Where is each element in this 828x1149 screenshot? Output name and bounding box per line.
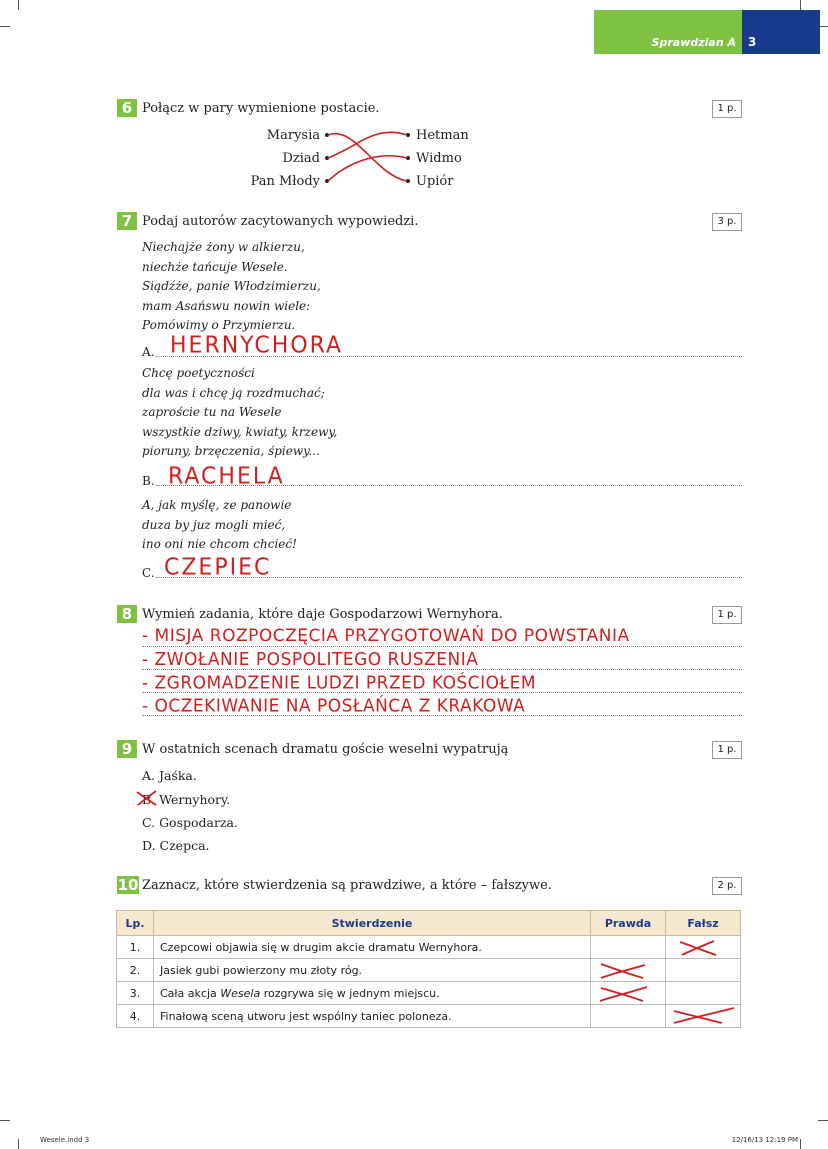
row-statement-title: Wesela	[220, 986, 261, 1000]
quote-c-line: duza by juz mogli mieć,	[142, 517, 286, 532]
table-header-row	[117, 911, 741, 936]
table-row	[117, 1005, 741, 1028]
true-cell[interactable]	[591, 959, 666, 982]
question-7-points: 3 p.	[712, 213, 742, 231]
footer-file: Wesele.indd 3	[40, 1136, 90, 1144]
quote-c-line: ino oni nie chcom chcieć!	[142, 537, 297, 551]
header-page-number: 3	[748, 35, 757, 49]
answer-c-handwriting: CZEPIEC	[164, 554, 272, 581]
header-section-tab	[594, 10, 742, 54]
true-false-table	[116, 910, 741, 1028]
right-item-upior: Upiór	[416, 174, 454, 189]
quote-b-line: wszystkie dziwy, kwiaty, krzewy,	[142, 424, 338, 439]
column-true: Prawda	[591, 911, 666, 936]
matching-lines	[320, 125, 420, 195]
question-7-number: 7	[117, 212, 137, 230]
task-answer-2: - ZWOŁANIE POSPOLITEGO RUSZENIA	[142, 649, 479, 671]
task-answer-1: - MISJA ROZPOCZĘCIA PRZYGOTOWAŃ DO POWSTANIA	[142, 625, 630, 647]
cross-mark	[595, 960, 649, 982]
row-statement: Finałową sceną utworu jest wspólny taniec poloneza.	[154, 1005, 591, 1028]
true-cell[interactable]	[591, 1005, 666, 1028]
quote-b-line: dla was i chcę ją rozdmuchać;	[142, 385, 325, 400]
question-8-points: 1 p.	[712, 606, 742, 624]
answer-a-handwriting: HERNYCHORA	[170, 332, 344, 359]
crop-mark	[18, 0, 19, 10]
crop-mark	[800, 0, 801, 10]
quote-b-line: Chcę poetyczności	[142, 366, 255, 380]
question-6-points: 1 p.	[712, 100, 742, 118]
false-cell[interactable]	[666, 982, 741, 1005]
cross-mark	[595, 983, 649, 1005]
table-row	[117, 982, 741, 1005]
question-10-number: 10	[117, 876, 139, 894]
quote-a-line: niechże tańcuje Wesele.	[142, 259, 288, 274]
table-row	[117, 936, 741, 959]
left-item-pan-mlody: Pan Młody	[250, 174, 320, 189]
question-7-text: Podaj autorów zacytowanych wypowiedzi.	[142, 214, 419, 229]
quote-a-line: Pomówimy o Przymierzu.	[142, 318, 296, 332]
question-6-number: 6	[117, 99, 137, 117]
question-9-points: 1 p.	[712, 741, 742, 759]
row-number: 3.	[117, 982, 154, 1005]
column-lp: Lp.	[117, 911, 154, 936]
question-8-number: 8	[117, 605, 137, 623]
true-cell[interactable]	[591, 936, 666, 959]
cross-mark	[670, 1005, 736, 1027]
row-statement-part: Cała akcja	[160, 986, 221, 1000]
row-number: 2.	[117, 959, 154, 982]
question-8-text: Wymień zadania, które daje Gospodarzowi Wernyhora.	[142, 607, 503, 622]
task-answer-4: - OCZEKIWANIE NA POSŁAŃCA Z KRAKOWA	[142, 695, 526, 717]
row-statement: Jasiek gubi powierzony mu złoty róg.	[154, 959, 591, 982]
right-item-widmo: Widmo	[416, 151, 462, 166]
header-section-label: Sprawdzian A	[651, 36, 736, 49]
question-10-text: Zaznacz, które stwierdzenia są prawdziwe, a które – fałszywe.	[142, 878, 552, 893]
false-cell[interactable]	[666, 936, 741, 959]
true-cell[interactable]	[591, 982, 666, 1005]
false-cell[interactable]	[666, 959, 741, 982]
quote-c-line: A, jak myślę, ze panowie	[142, 498, 292, 512]
false-cell[interactable]	[666, 1005, 741, 1028]
option-c[interactable]: C. Gospodarza.	[142, 815, 238, 830]
row-number: 4.	[117, 1005, 154, 1028]
quote-b-line: zaproście tu na Wesele	[142, 405, 282, 419]
quote-a-line: Siądźże, panie Włodzimierzu,	[142, 279, 321, 293]
quote-a	[142, 238, 321, 336]
quote-c	[142, 496, 297, 555]
answer-c-letter: C.	[142, 566, 155, 580]
row-number: 1.	[117, 936, 154, 959]
option-d[interactable]: D. Czepca.	[142, 838, 210, 853]
answer-b-handwriting: RACHELA	[168, 463, 285, 490]
table-row	[117, 959, 741, 982]
option-b-cross-mark	[134, 788, 160, 808]
answer-b-letter: B.	[142, 474, 155, 488]
answer-a-letter: A.	[142, 345, 155, 359]
row-statement-part: rozgrywa się w jednym miejscu.	[260, 986, 440, 1000]
header-page-tab	[742, 10, 820, 54]
cross-mark	[674, 938, 724, 958]
option-a[interactable]: A. Jaśka.	[142, 768, 197, 783]
column-statement: Stwierdzenie	[154, 911, 591, 936]
quote-b	[142, 364, 337, 462]
right-item-hetman: Hetman	[416, 128, 469, 143]
quote-a-line: mam Asańswu nowin wiele:	[142, 298, 311, 313]
option-b[interactable]: B. Wernyhory.	[142, 792, 231, 807]
footer-timestamp: 12/16/13 12:19 PM	[731, 1136, 798, 1144]
quote-a-line: Niechajże żony w alkierzu,	[142, 240, 305, 254]
row-statement: Czepcowi objawia się w drugim akcie dramatu Wernyhora.	[154, 936, 591, 959]
column-false: Fałsz	[666, 911, 741, 936]
row-statement	[154, 982, 591, 1005]
quote-b-line: pioruny, brzęczenia, śpiewy...	[142, 444, 320, 458]
task-answer-3: - ZGROMADZENIE LUDZI PRZED KOŚCIOŁEM	[142, 672, 536, 694]
left-item-marysia: Marysia	[266, 128, 320, 143]
question-10-points: 2 p.	[712, 877, 742, 895]
question-6-text: Połącz w pary wymienione postacie.	[142, 101, 380, 116]
question-9-text: W ostatnich scenach dramatu goście weselni wypatrują	[142, 742, 509, 757]
crop-mark	[18, 1139, 19, 1149]
crop-mark	[0, 1120, 10, 1121]
question-9-number: 9	[117, 740, 137, 758]
crop-mark	[800, 1139, 801, 1149]
crop-mark	[818, 1120, 828, 1121]
crop-mark	[0, 26, 10, 27]
left-item-dziad: Dziad	[282, 151, 320, 166]
